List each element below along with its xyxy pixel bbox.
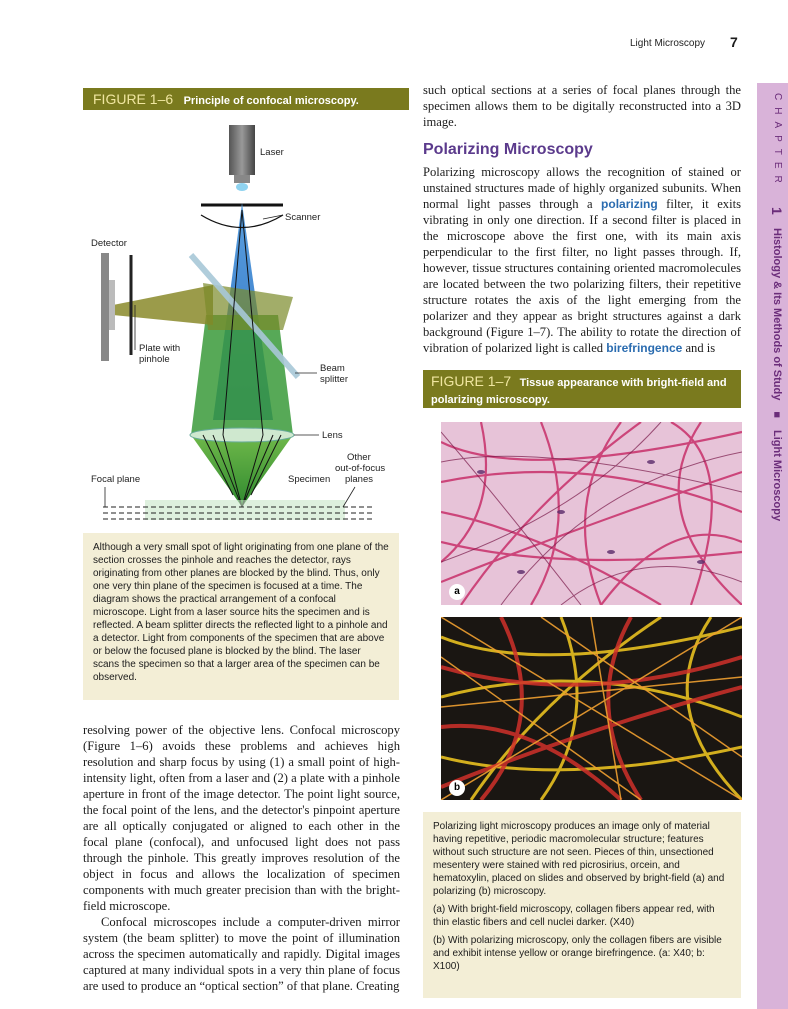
side-tab-separator: ■ bbox=[771, 409, 783, 422]
label-laser: Laser bbox=[260, 147, 284, 158]
label-other-1: Other bbox=[347, 452, 371, 463]
label-lens: Lens bbox=[322, 430, 343, 441]
side-tab-title: Histology & Its Methods of Study bbox=[771, 227, 783, 401]
figure-1-7-title: Tissue appearance with bright-field and polarizing microscopy. bbox=[431, 377, 727, 406]
left-paragraph-1: resolving power of the objective lens. Confocal microscopy (Figure 1–6) avoids these problems and achieves high resolution and sharp focus by using (1) a small point of high-intensity light, often from a laser and (2) a plate with a pinhole aperture in front of the image detector. The point light source, the focal point of the lens, and the detector's pinpoint aperture are all optically conjugated or aligned to each other in the focal plane (confocal), and unfocused light does not pass through the pinhole. This greatly improves resolution of the object in focus and allows the localization of specimen components with much greater precision than with the bright-field microscope. bbox=[83, 723, 400, 913]
photo-b-label: b bbox=[449, 780, 465, 796]
laser-source bbox=[229, 125, 255, 175]
figure-1-7-caption bbox=[423, 812, 741, 998]
side-tab-chapter: CHAPTER bbox=[772, 93, 783, 190]
right-paragraph-0: such optical sections at a series of focal planes through the specimen allows them to be digitally reconstructed into a 3D image. bbox=[423, 83, 741, 129]
label-other-3: planes bbox=[345, 474, 373, 485]
running-head: Light Microscopy bbox=[630, 38, 706, 49]
figure-1-6-header bbox=[83, 88, 409, 110]
label-plate-1: Plate with bbox=[139, 343, 181, 354]
photo-polarizing bbox=[441, 617, 742, 800]
detector bbox=[101, 253, 109, 361]
keyword-polarizing: polarizing bbox=[601, 197, 658, 211]
left-body-text bbox=[83, 722, 400, 994]
right-paragraph-1: Polarizing microscopy allows the recognition of stained or unstained structures made of highly organized subunits. When normal light passes through a polarizing filter, it exits vibrating in only one direction. If a second filter is placed in the microscope above the first one, with its main axis perpendicular to the first filter, no light passes through. If, however, tissue structures containing oriented macromolecules are located between the two polarizing filters, their repetitive structure rotates the axis of the light emerging from the polarizer and they appear as bright structures against a dark background (Figure 1–7). The ability to rotate the direction of vibration of polarized light is called birefringence and is bbox=[423, 165, 741, 355]
figure-1-7-label: FIGURE 1–7 bbox=[431, 373, 512, 389]
keyword-birefringence: birefringence bbox=[606, 341, 683, 355]
label-specimen: Specimen bbox=[288, 474, 331, 485]
section-heading-polarizing: Polarizing Microscopy bbox=[423, 141, 593, 158]
figure-1-6-title: Principle of confocal microscopy. bbox=[183, 95, 359, 107]
confocal-diagram bbox=[83, 115, 409, 525]
side-tab-section: Light Microscopy bbox=[771, 430, 783, 522]
figure-1-7-caption-p1: Polarizing light microscopy produces an image only of material having repetitive, periodic macromolecular structure; features without such structure are not seen. Pieces of thin, unsectioned mesentery were stained with red picrosirius, orcein, and hematoxylin, placed on slides and observed by bright-field (a) and polarizing (b) microscopy. bbox=[433, 821, 725, 897]
specimen-slab bbox=[145, 500, 345, 520]
figure-1-6-caption: Although a very small spot of light originating from one plane of the section crosses the pinhole and reaches the detector, rays originating from other planes are blocked by the blind. Thus, only one very thin plane of the specimen is focused at a time. The diagram shows the practical arrangement of a confocal microscope. Light from a laser source hits the specimen and is reflected. A beam splitter directs the reflected light to a pinhole and a detector. Light from components of the specimen that are above or below the focused plane is blocked by the blind. The laser scans the specimen so that a larger area of the specimen can be observed. bbox=[83, 533, 399, 700]
label-beam-2: splitter bbox=[320, 374, 348, 385]
figure-1-7-header bbox=[423, 370, 741, 408]
side-tab-number: 1 bbox=[769, 206, 785, 215]
label-other-2: out-of-focus bbox=[335, 463, 386, 474]
label-scanner: Scanner bbox=[285, 212, 321, 223]
page-number: 7 bbox=[730, 34, 738, 50]
figure-1-7-caption-p3: (b) With polarizing microscopy, only the collagen fibers are visible and exhibit intense yellow or orange birefringence. (a: X40; b: X100) bbox=[433, 935, 722, 972]
right-body-text bbox=[423, 82, 741, 356]
label-plate-2: pinhole bbox=[139, 354, 170, 365]
chapter-side-tab bbox=[757, 83, 788, 1009]
label-detector: Detector bbox=[91, 238, 127, 249]
figure-1-6-label: FIGURE 1–6 bbox=[93, 91, 174, 107]
label-beam-1: Beam bbox=[320, 363, 345, 374]
photo-bright-field bbox=[441, 422, 742, 605]
left-paragraph-2: Confocal microscopes include a computer-driven mirror system (the beam splitter) to move the point of illumination across the specimen automatically and rapidly. Digital images captured at many individual spots in a very thin plane of focus are used to produce an “optical section” of that plane. Creating bbox=[83, 915, 400, 993]
figure-1-7-caption-p2: (a) With bright-field microscopy, collagen fibers appear red, with thin elastic fibers and cell nuclei darker. (X40) bbox=[433, 904, 715, 928]
photo-a-label: a bbox=[449, 584, 465, 600]
label-focal-plane: Focal plane bbox=[91, 474, 141, 485]
